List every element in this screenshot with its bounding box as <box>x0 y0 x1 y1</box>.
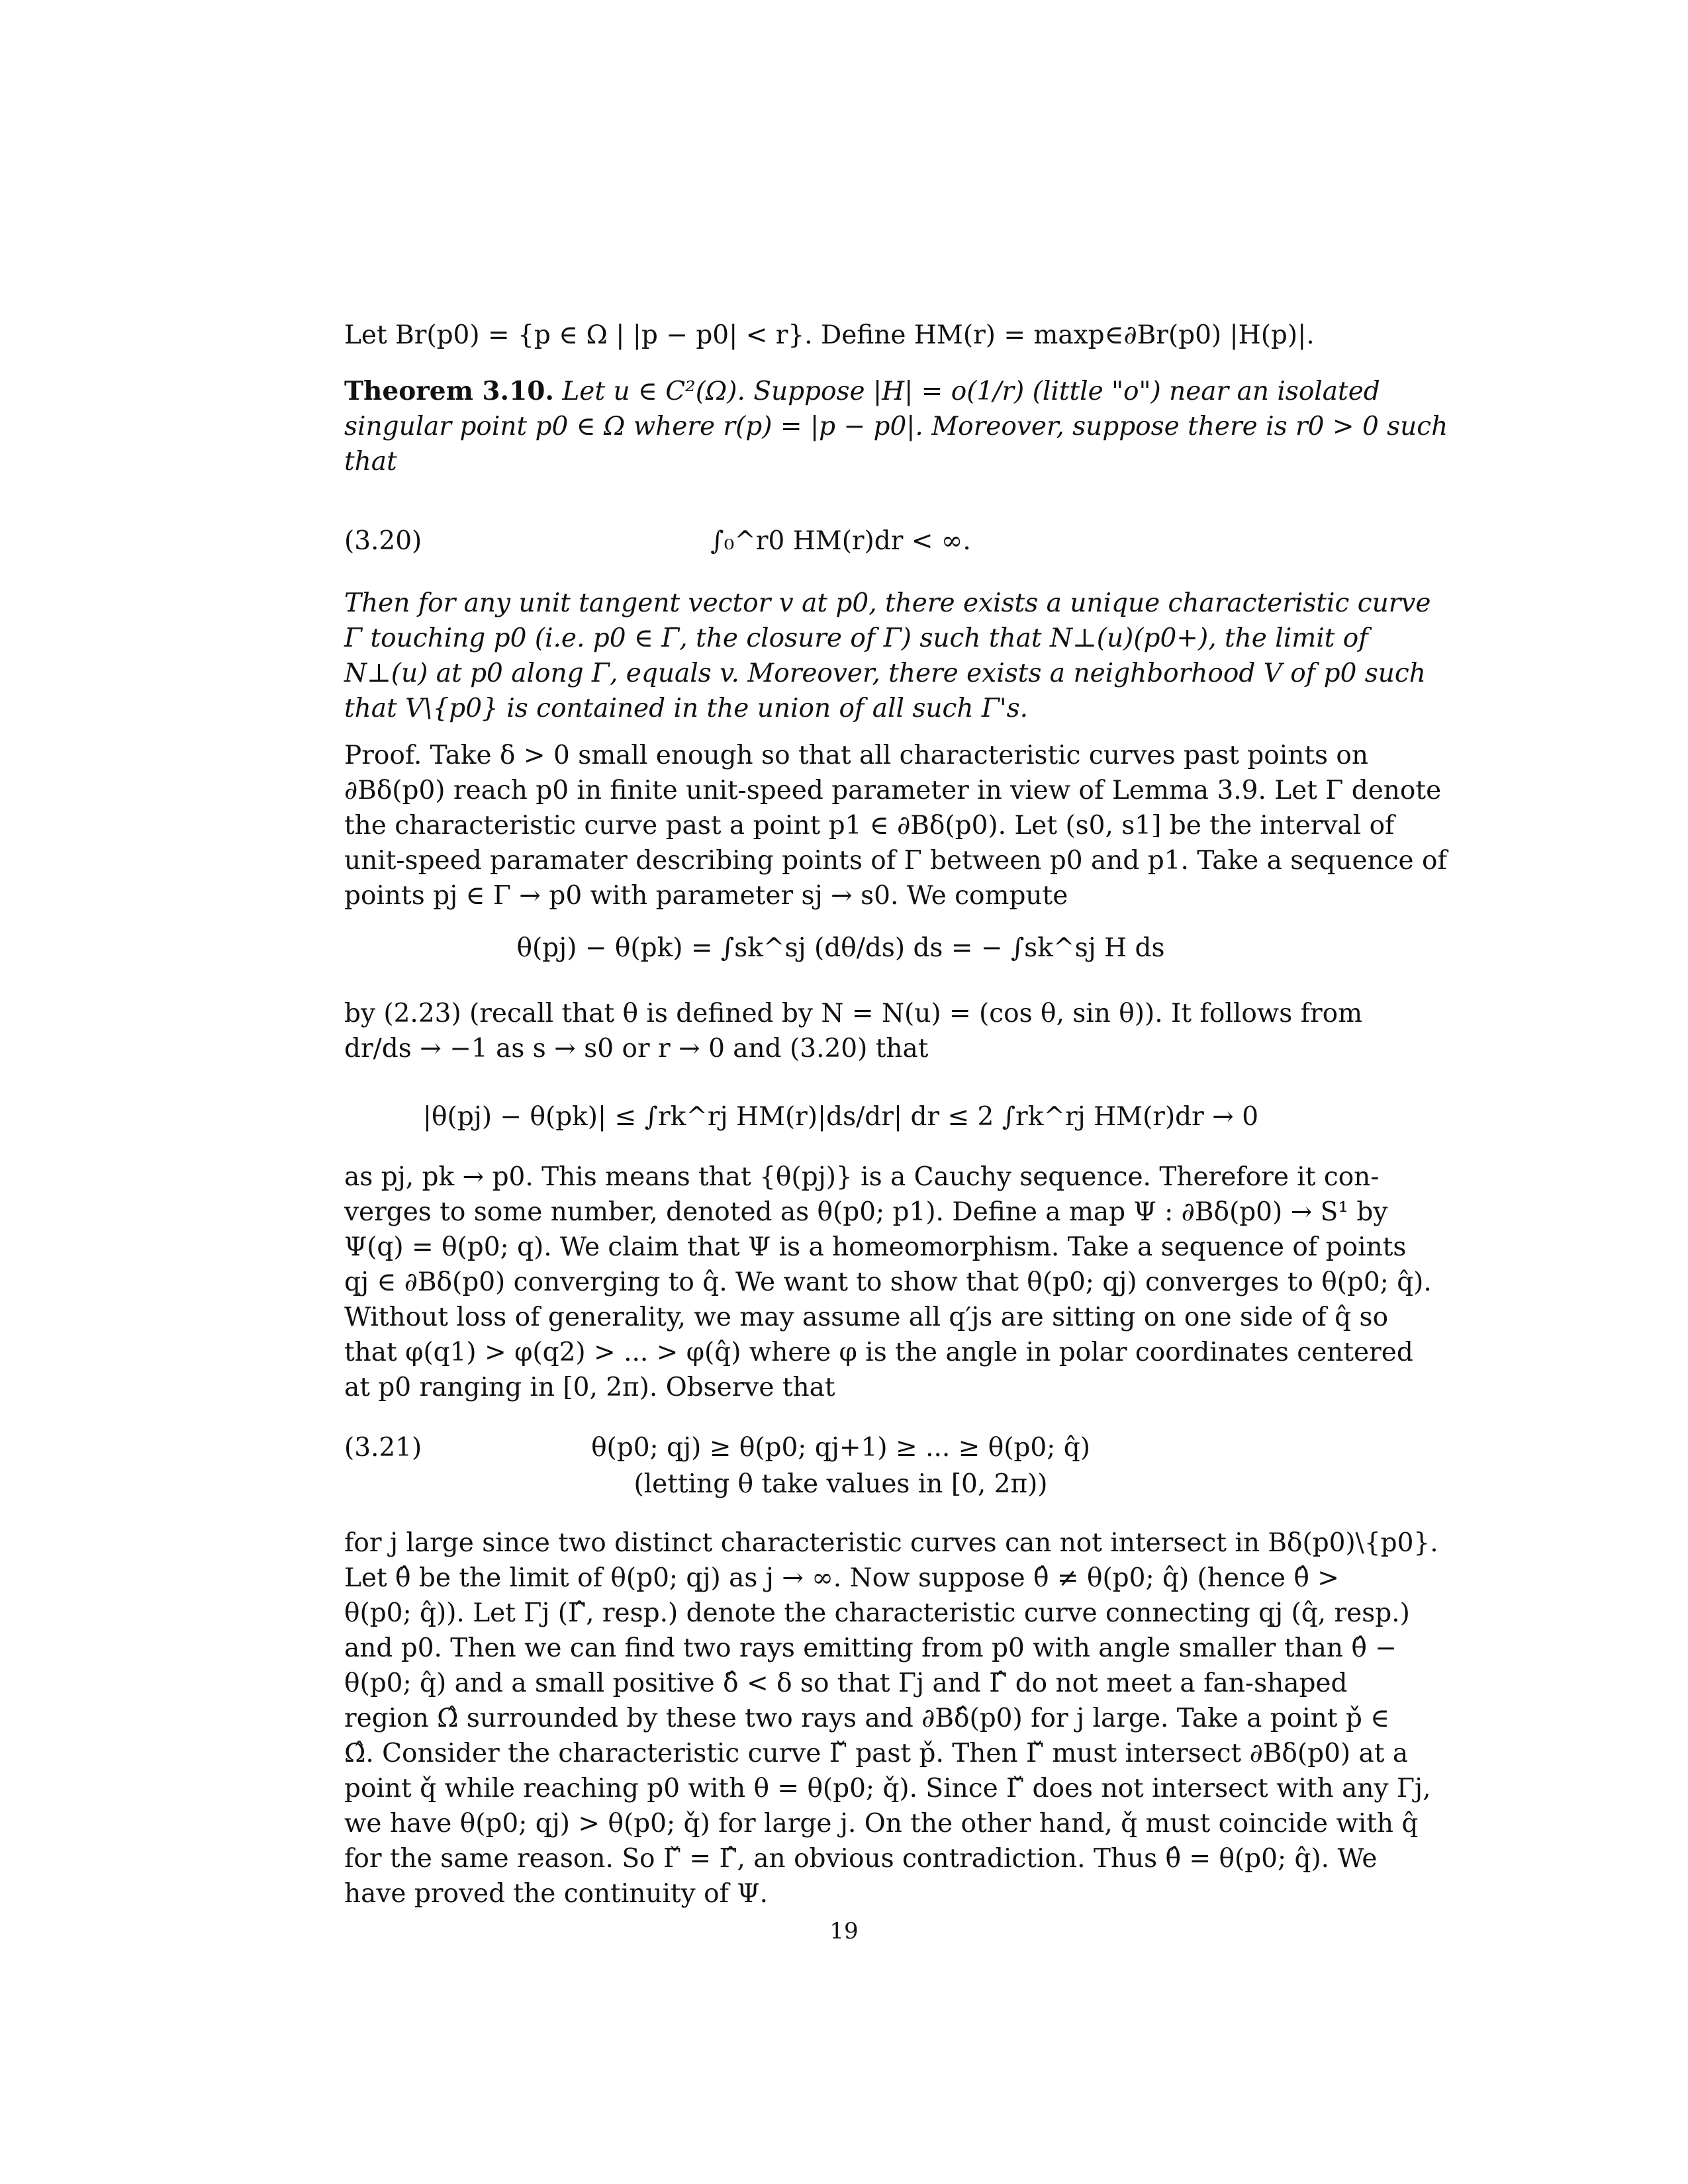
equation-3-21-note: (letting θ take values in [0, 2π)) <box>633 1469 1048 1499</box>
proof-line: and p0. Then we can find two rays emitting from p0 with angle smaller than θ̂ − <box>344 1633 1397 1663</box>
intro-line: Let Br(p0) = {p ∈ Ω | |p − p0| < r}. Define HM(r) = maxp∈∂Br(p0) |H(p)|. <box>344 320 1315 350</box>
proof-line: at p0 ranging in [0, 2π). Observe that <box>344 1373 835 1402</box>
equation-number-3-20: (3.20) <box>344 526 422 556</box>
proof-line: have proved the continuity of Ψ. <box>344 1879 769 1909</box>
theorem-after-line-3: N⊥(u) at p0 along Γ, equals v. Moreover, there exists a neighborhood V of p0 such <box>344 659 1426 688</box>
equation-3-21: θ(p0; qj) ≥ θ(p0; qj+1) ≥ ... ≥ θ(p0; q̂) <box>591 1433 1090 1463</box>
proof-paragraph-1 <box>344 738 1447 913</box>
proof-line: θ(p0; q̂)). Let Γj (Γ̂, resp.) denote the characteristic curve connecting qj (q̂, resp.) <box>344 1598 1410 1628</box>
theorem-after-line-4: that V\{p0} is contained in the union of all such Γ's. <box>344 694 1029 723</box>
proof-line: θ(p0; q̂) and a small positive δ̂ < δ so that Γj and Γ̂ do not meet a fan-shaped <box>344 1668 1348 1698</box>
proof-line: Proof. Take δ > 0 small enough so that all characteristic curves past points on <box>344 741 1369 770</box>
proof-line: for the same reason. So Γ̌ = Γ̂, an obvious contradiction. Thus θ̂ = θ(p0; q̂). We <box>344 1844 1378 1874</box>
proof-line: the characteristic curve past a point p1 ∈ ∂Bδ(p0). Let (s0, s1] be the interval of <box>344 811 1395 841</box>
proof-line: qj ∈ ∂Bδ(p0) converging to q̂. We want to show that θ(p0; qj) converges to θ(p0; q̂). <box>344 1267 1432 1297</box>
proof-paragraph-4 <box>344 1525 1438 1911</box>
page-number: 19 <box>829 1918 859 1944</box>
proof-line: by (2.23) (recall that θ is defined by N = N(u) = (cos θ, sin θ)). It follows from <box>344 999 1363 1028</box>
proof-line: as pj, pk → p0. This means that {θ(pj)} is a Cauchy sequence. Therefore it con- <box>344 1162 1380 1192</box>
proof-line: ∂Bδ(p0) reach p0 in finite unit-speed parameter in view of Lemma 3.9. Let Γ denote <box>344 776 1442 805</box>
proof-line: Ω̂. Consider the characteristic curve Γ̌ past p̌. Then Γ̌ must intersect ∂Bδ(p0) at a <box>344 1739 1409 1768</box>
proof-line: Without loss of generality, we may assume all q′js are sitting on one side of q̂ so <box>344 1302 1389 1332</box>
theorem-after-line-1: Then for any unit tangent vector v at p0, there exists a unique characteristic curve <box>344 588 1431 618</box>
equation-theta-difference: θ(pj) − θ(pk) = ∫sk^sj (dθ/ds) ds = − ∫sk^sj H ds <box>516 933 1165 963</box>
theorem-after-line-2: Γ touching p0 (i.e. p0 ∈ Γ̄, the closure of Γ) such that N⊥(u)(p0+), the limit of <box>344 623 1368 653</box>
proof-line: point q̌ while reaching p0 with θ = θ(p0; q̌). Since Γ̌ does not intersect with any Γj, <box>344 1774 1431 1803</box>
proof-line: Ψ(q) = θ(p0; q). We claim that Ψ is a homeomorphism. Take a sequence of points <box>344 1232 1407 1262</box>
equation-theta-estimate: |θ(pj) − θ(pk)| ≤ ∫rk^rj HM(r)|ds/dr| dr ≤ 2 ∫rk^rj HM(r)dr → 0 <box>422 1102 1259 1132</box>
theorem-line-2: singular point p0 ∈ Ω where r(p) = |p − p0|. Moreover, suppose there is r0 > 0 such <box>344 412 1448 441</box>
proof-line: unit-speed paramater describing points of Γ between p0 and p1. Take a sequence of <box>344 846 1447 876</box>
theorem-conclusion <box>344 586 1431 726</box>
proof-line: Let θ̂ be the limit of θ(p0; qj) as j → ∞. Now suppose θ̂ ≠ θ(p0; q̂) (hence θ̂ > <box>344 1563 1339 1593</box>
proof-line: points pj ∈ Γ → p0 with parameter sj → s0. We compute <box>344 881 1068 911</box>
proof-paragraph-3 <box>344 1160 1432 1405</box>
theorem-line-3: that <box>344 447 397 477</box>
theorem-block <box>344 374 1448 479</box>
theorem-head: Theorem 3.10. <box>344 376 554 406</box>
theorem-line-1: Let u ∈ C²(Ω). Suppose |H| = o(1/r) (little "o") near an isolated <box>562 377 1380 406</box>
proof-line: dr/ds → −1 as s → s0 or r → 0 and (3.20) that <box>344 1034 929 1064</box>
proof-line: region Ω̂ surrounded by these two rays and ∂Bδ̂(p0) for j large. Take a point p̌ ∈ <box>344 1704 1390 1733</box>
proof-line: we have θ(p0; qj) > θ(p0; q̌) for large j. On the other hand, q̌ must coincide with q̂ <box>344 1809 1419 1839</box>
equation-number-3-21: (3.21) <box>344 1433 422 1463</box>
proof-line: verges to some number, denoted as θ(p0; p1). Define a map Ψ : ∂Bδ(p0) → S¹ by <box>344 1197 1388 1227</box>
proof-line: for j large since two distinct characteristic curves can not intersect in Bδ(p0)\{p0}. <box>344 1528 1438 1558</box>
proof-paragraph-2 <box>344 996 1363 1066</box>
equation-3-20: ∫₀^r0 HM(r)dr < ∞. <box>710 526 971 556</box>
proof-line: that φ(q1) > φ(q2) > ... > φ(q̂) where φ is the angle in polar coordinates centered <box>344 1338 1413 1367</box>
